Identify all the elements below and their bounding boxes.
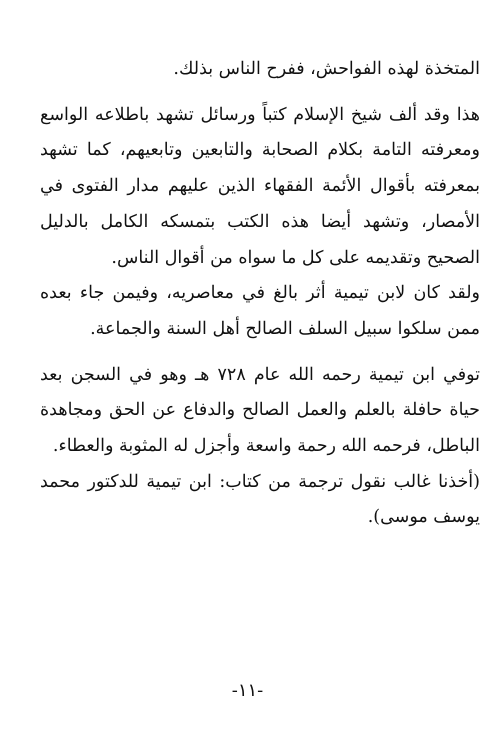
paragraph-source-note: (أخذنا غالب نقول ترجمة من كتاب: ابن تيمية للدكتور محمد يوسف موسى).	[40, 471, 480, 528]
page-number: -١١-	[231, 680, 264, 701]
paragraph-influence: ولقد كان لابن تيمية أثر بالغ في معاصريه، وفيمن جاء بعده ممن سلكوا سبيل السلف الصالح أهل السنة والجماعة.	[40, 283, 480, 339]
paragraph-death: توفي ابن تيمية رحمه الله عام ٧٢٨ هـ وهو في السجن بعد حياة حافلة بالعلم والعمل الصالح والدفاع عن الحق ومجاهدة الباطل، فرحمه الله رحمة واسعة وأجزل له المثوبة والعطاء.	[40, 364, 480, 457]
paragraph-writings: هذا وقد ألف شيخ الإسلام كتباً ورسائل تشهد باطلاعه الواسع ومعرفته التامة بكلام الصحابة والتابعين وتابعيهم، كما تشهد بمعرفته بأقوال الأئمة الفقهاء الذين عليهم مدار الفتوى في الأمصار، وتشهد أيضا هذه الكتب بتمسكه الكامل بالدليل الصحيح وتقديمه على كل ما سواه من أقوال الناس.	[40, 104, 480, 268]
paragraph-closing-line: المتخذة لهذه الفواحش، ففرح الناس بذلك.	[173, 59, 480, 79]
body-text	[40, 52, 480, 536]
